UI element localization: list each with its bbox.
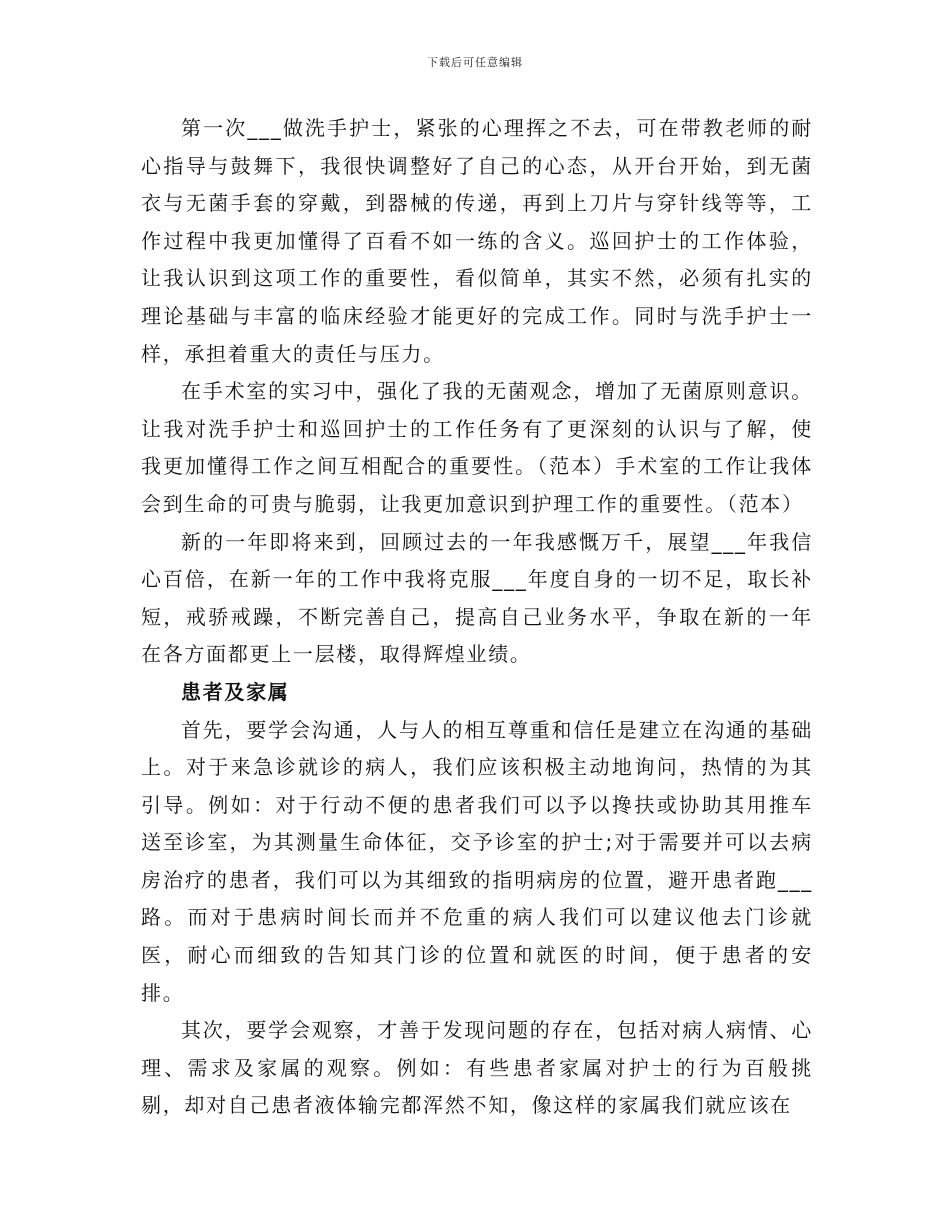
paragraph-scrub-nurse-experience: 第一次___做洗手护士，紧张的心理挥之不去，可在带教老师的耐心指导与鼓舞下，我很快调整好了自己的心态，从开台开始，到无菌衣与无菌手套的穿戴，到器械的传递，再到上刀片与穿针线等等，工作过程中我更加懂得了百看不如一练的含义。巡回护士的工作体验，让我认识到这项工作的重要性，看似简单，其实不然，必须有扎实的理论基础与丰富的临床经验才能更好的完成工作。同时与洗手护士一样，承担着重大的责任与压力。 xyxy=(141,116,813,366)
document-body xyxy=(141,110,813,1125)
paragraph-operating-room-internship: 在手术室的实习中，强化了我的无菌观念，增加了无菌原则意识。让我对洗手护士和巡回护士的工作任务有了更深刻的认识与了解，使我更加懂得工作之间互相配合的重要性。（范本）手术室的工作让我体会到生命的可贵与脆弱，让我更加意识到护理工作的重要性。（范本） xyxy=(141,379,813,516)
paragraph-observation: 其次，要学会观察，才善于发现问题的存在，包括对病人病情、心理、需求及家属的观察。例如：有些患者家属对护士的行为百般挑剔，却对自己患者液体输完都浑然不知，像这样的家属我们就应该在 xyxy=(141,1018,813,1118)
paragraph-new-year-outlook: 新的一年即将来到，回顾过去的一年我感慨万千，展望___年我信心百倍，在新一年的工作中我将克服___年度自身的一切不足，取长补短，戒骄戒躁，不断完善自己，提高自己业务水平，争取在新的一年在各方面都更上一层楼，取得辉煌业绩。 xyxy=(141,529,813,667)
section-heading: 患者及家属 xyxy=(181,679,290,704)
page-header: 下载后可任意编辑 xyxy=(427,56,523,69)
paragraph-communication: 首先，要学会沟通，人与人的相互尊重和信任是建立在沟通的基础上。对于来急诊就诊的病人，我们应该积极主动地询问，热情的为其引导。例如：对于行动不便的患者我们可以予以搀扶或协助其用推车送至诊室，为其测量生命体征，交予诊室的护士;对于需要并可以去病房治疗的患者，我们可以为其细致的指明病房的位置，避开患者跑___路。而对于患病时间长而并不危重的病人我们可以建议他去门诊就医，耐心而细致的告知其门诊的位置和就医的时间，便于患者的安排。 xyxy=(141,717,813,1005)
